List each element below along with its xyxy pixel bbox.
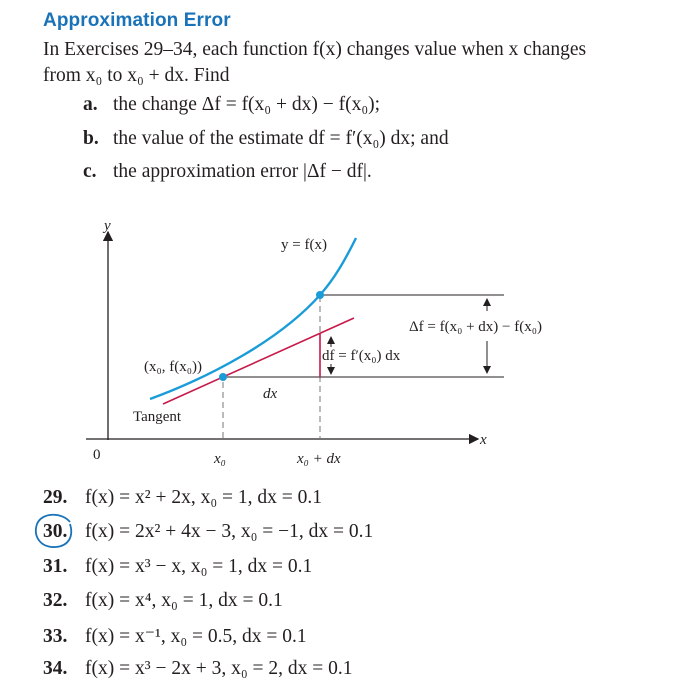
exercise-34-text: f(x) = x³ − 2x + 3, x₀ = 2, dx = 0.1 (85, 658, 353, 679)
intro-line-1: In Exercises 29–34, each function f(x) changes value when x changes (43, 39, 587, 60)
point-x0dx (316, 291, 324, 299)
exercise-30-number: 30. (43, 521, 68, 542)
exercise-34-number: 34. (43, 658, 68, 679)
x0dx-tick-label: x₀ + dx (297, 451, 341, 467)
origin-label: 0 (93, 447, 101, 463)
part-c-text: the approximation error |Δf − df|. (113, 161, 372, 182)
exercise-29 (43, 487, 322, 509)
part-a-label: a. (83, 94, 98, 115)
intro-line-2: from x₀ to x₀ + dx. Find (43, 65, 230, 86)
exercise-32-text: f(x) = x⁴, x₀ = 1, dx = 0.1 (85, 590, 283, 611)
x-axis-label: x (480, 432, 487, 448)
part-b-text: the value of the estimate df = f′(x₀) dx; and (113, 128, 449, 149)
exercise-34 (43, 658, 353, 680)
y-axis-label: y (104, 218, 111, 234)
exercise-31 (43, 556, 312, 578)
exercise-31-number: 31. (43, 556, 68, 577)
point-x0 (219, 373, 227, 381)
part-a-text: the change Δf = f(x₀ + dx) − f(x₀); (113, 94, 381, 115)
section-heading: Approximation Error (43, 10, 231, 31)
exercise-30-text: f(x) = 2x² + 4x − 3, x₀ = −1, dx = 0.1 (85, 521, 374, 542)
dx-label: dx (263, 386, 278, 402)
exercise-32-number: 32. (43, 590, 68, 611)
exercise-33 (43, 624, 307, 648)
exercise-30 (43, 521, 373, 543)
x0-tick-label: x₀ (214, 451, 226, 467)
df-label: df = f′(x₀) dx (322, 348, 401, 364)
part-c-label: c. (83, 161, 97, 182)
delta-f-label: Δf = f(x₀ + dx) − f(x₀) (409, 319, 542, 335)
exercise-29-text: f(x) = x² + 2x, x₀ = 1, dx = 0.1 (85, 487, 322, 508)
exercise-32 (43, 590, 283, 612)
point-label: (x₀, f(x₀)) (144, 359, 202, 375)
tangent-label: Tangent (133, 409, 182, 425)
exercise-29-number: 29. (43, 487, 68, 508)
exercise-33-text: f(x) = x⁻¹, x₀ = 0.5, dx = 0.1 (85, 626, 307, 647)
curve-label: y = f(x) (281, 237, 327, 253)
exercise-31-text: f(x) = x³ − x, x₀ = 1, dx = 0.1 (85, 556, 313, 577)
exercise-33-number: 33. (43, 626, 68, 647)
part-b-label: b. (83, 128, 99, 149)
